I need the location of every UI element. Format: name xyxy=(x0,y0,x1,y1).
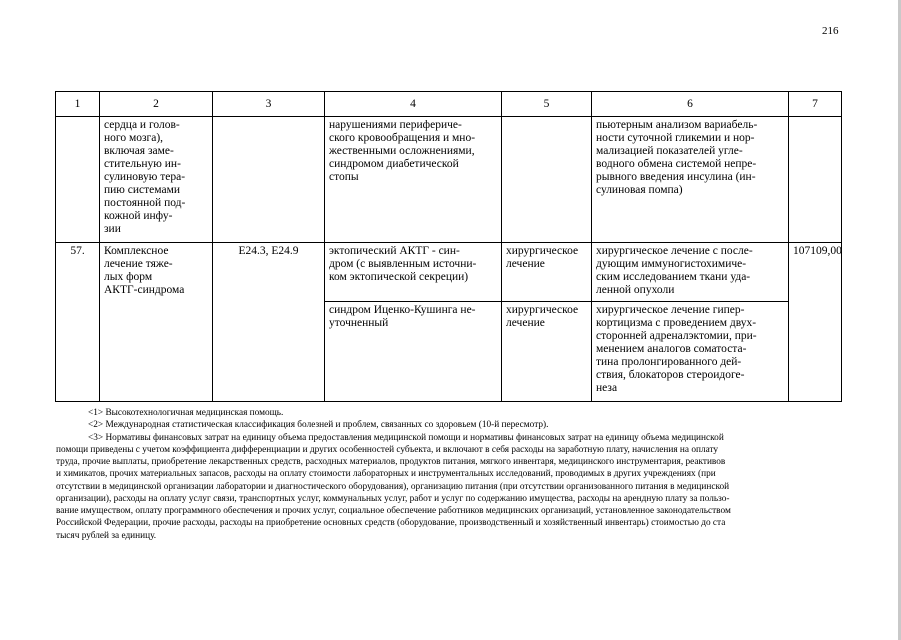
row-number-cell xyxy=(56,117,100,243)
treatment-type-cell: хирургическое лечение xyxy=(502,302,592,402)
treatment-method-cell: хирургическое лечение с после- дующим иммуногистохимиче- ским исследованием ткани уда- ленной опухоли xyxy=(592,243,789,302)
row-number-cell: 57. xyxy=(56,243,100,402)
table-header-row xyxy=(56,92,842,117)
column-header: 2 xyxy=(100,92,213,117)
codes-cell xyxy=(213,117,325,243)
service-name-cell: Комплексное лечение тяже- лых форм АКТГ-синдрома xyxy=(100,243,213,402)
price-cell xyxy=(789,117,842,243)
column-header: 7 xyxy=(789,92,842,117)
patient-model-cell: синдром Иценко-Кушинга не- уточненный xyxy=(325,302,502,402)
column-header: 5 xyxy=(502,92,592,117)
footnote: <2> Международная статистическая классификация болезней и проблем, связанных со здоровьем (10-й пересмотр). xyxy=(88,420,549,431)
footnotes xyxy=(56,407,844,542)
service-name-cell: сердца и голов- ного мозга), включая заме- стительную ин- сулиновую тера- пию системами постоянной под- кожной инфу- зии xyxy=(100,117,213,243)
treatment-method-cell: хирургическое лечение гипер- кортицизма с проведением двух- сторонней адреналэктомии, при- менением аналогов соматоста- тина пролонгированного дей- ствия, блокаторов стероидоге- неза xyxy=(592,302,789,402)
price-cell: 107109,00 xyxy=(789,243,842,402)
footnote-continuation: помощи приведены с учетом коэффициента дифференциации и других особенностей субъекта, и включают в себя расходы на заработную плату, начисления на оплату труда, прочие выплаты, приобретение лекарственных средств, расходных материалов, продуктов питания, мягкого инвентаря, медицинского инструментария, реактивов и химикатов, прочих материальных запасов, расходы на оплату стоимости лабораторных и инструментальных исследований, проводимых в других учреждениях (при отсутствии в медицинской организации лаборатории и диагностического оборудования), организацию питания (при отсутствии организованного питания в медицинской организации), расходы на оплату услуг связи, транспортных услуг, коммунальных услуг, работ и услуг по содержанию имущества, расходы на арендную плату за пользо- вание имуществом, оплату программного обеспечения и прочих услуг, социальное обеспечение работников медицинских организаций, установленное законодательством Российской Федерации, прочие расходы, расходы на приобретение основных средств (оборудование, производственный и хозяйственный инвентарь) стоимостью до ста тысяч рублей за единицу. xyxy=(56,444,731,541)
column-header: 3 xyxy=(213,92,325,117)
treatment-type-cell xyxy=(502,117,592,243)
table-row xyxy=(56,243,842,302)
column-header: 6 xyxy=(592,92,789,117)
footnote: <3> Нормативы финансовых затрат на единицу объема предоставления медицинской помощи и нормативы финансовых затрат на единицу объема медицинской xyxy=(88,432,724,443)
treatment-type-cell: хирургическое лечение xyxy=(502,243,592,302)
patient-model-cell: эктопический АКТГ - син- дром (с выявленным источни- ком эктопической секреции) xyxy=(325,243,502,302)
footnote: <1> Высокотехнологичная медицинская помощь. xyxy=(88,408,284,418)
treatment-method-cell: пьютерным анализом вариабель- ности суточной гликемии и нор- мализацией показателей угле- водного обмена системой непре- рывного введения инсулина (ин- сулиновая помпа) xyxy=(592,117,789,243)
column-header: 1 xyxy=(56,92,100,117)
page-number: 216 xyxy=(822,25,839,37)
table-row xyxy=(56,117,842,243)
column-header: 4 xyxy=(325,92,502,117)
services-table xyxy=(55,91,842,402)
codes-cell: E24.3, E24.9 xyxy=(213,243,325,402)
patient-model-cell: нарушениями перифериче- ского кровообращения и мно- жественными осложнениями, синдромом диабетической стопы xyxy=(325,117,502,243)
